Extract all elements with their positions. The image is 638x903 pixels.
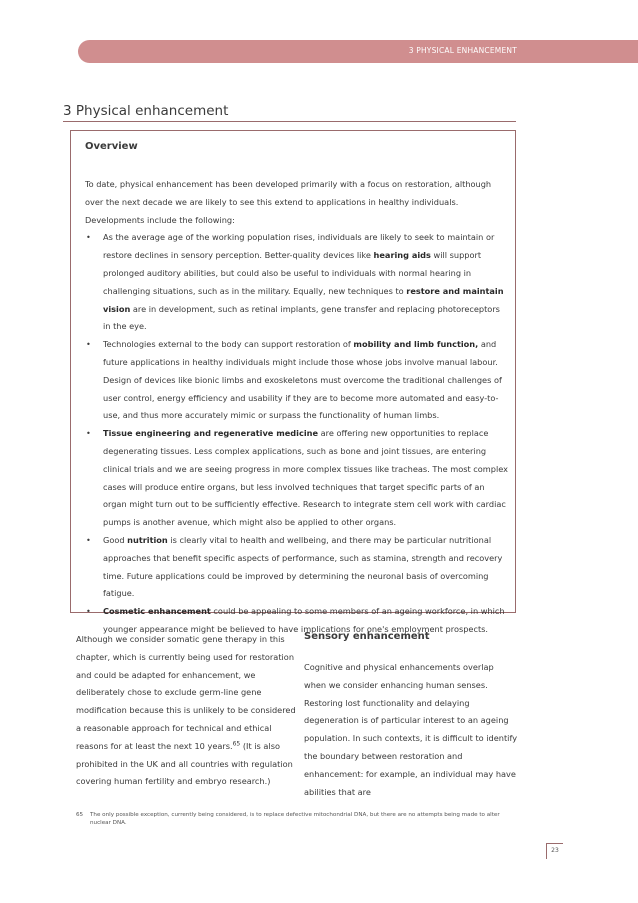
overview-bullet-mobility: • Technologies external to the body can support restoration of mobility and limb function, and future applications in healthy individuals might include those whose jobs involve manual labour. Design of devices like bionic limbs and exoskeletons must overcome the traditional challenges of user control, energy efficiency and usability if they are to become more automated and easy-to-use, and thus more accurately mimic or surpass the functionality of human limbs. bbox=[85, 336, 509, 425]
term-hearing-aids: hearing aids bbox=[373, 250, 431, 261]
section-title-rule bbox=[63, 121, 516, 122]
overview-bullet-tissue-engineering: • Tissue engineering and regenerative medicine are offering new opportunities to replace degenerating tissues. Less complex applications, such as bone and joint tissues, are entering clinical trials and we are seeing progress in more complex tissues like tracheas. The most complex cases will produce entire organs, but less involved techniques that target specific parts of an organ might turn out to be sufficiently effective. Research to integrate stem cell work with cardiac pumps is another avenue, which might also be applied to other organs. bbox=[85, 425, 509, 532]
overview-bullet-hearing-vision: • As the average age of the working population rises, individuals are likely to seek to maintain or restore declines in sensory perception. Better-quality devices like hearing aids will support prolonged auditory abilities, but could also be useful to individuals with normal hearing in challenging situations, such as in the military. Equally, new techniques to restore and maintain vision are in development, such as retinal implants, gene transfer and replacing photoreceptors in the eye. bbox=[85, 229, 509, 336]
term-cosmetic-enhancement: Cosmetic enhancement bbox=[103, 606, 211, 617]
section-title: 3 Physical enhancement bbox=[63, 103, 229, 119]
page-number: 23 bbox=[546, 843, 563, 859]
bullet-marker: • bbox=[86, 232, 91, 243]
footnote bbox=[76, 811, 521, 827]
overview-intro: To date, physical enhancement has been developed primarily with a focus on restoration, although over the next decade we are likely to see this extend to applications in healthy individuals. Developments include the following: bbox=[85, 179, 492, 225]
overview-bullet-cosmetic: • Cosmetic enhancement could be appealing to some members of an ageing workforce, in which younger appearance might be believed to have implications for one's employment prospects. bbox=[85, 603, 509, 639]
left-column-text: Although we consider somatic gene therapy in this chapter, which is currently being used for restoration and could be adapted for enhancement, we deliberately chose to exclude germ-line gene modification because this is unlikely to be considered a reasonable approach for technical and ethical reasons for at least the next 10 years. bbox=[76, 634, 296, 751]
term-tissue-engineering: Tissue engineering and regenerative medicine bbox=[103, 428, 319, 439]
term-restore-vision: restore and maintain vision bbox=[103, 285, 504, 314]
footnote-text: The only possible exception, currently being considered, is to replace defective mitochondrial DNA, but there are no attempts being made to alter nuclear DNA. bbox=[90, 812, 500, 826]
overview-bullet-nutrition: • Good nutrition is clearly vital to health and wellbeing, and there may be particular nutritional approaches that benefit specific aspects of performance, such as stamina, strength and recovery time. Future applications could be improved by determining the neuronal basis of overcoming fatigue. bbox=[85, 532, 509, 603]
body-left-column bbox=[76, 631, 298, 791]
term-nutrition: nutrition bbox=[127, 534, 168, 545]
overview-box bbox=[70, 130, 516, 634]
bullet-marker: • bbox=[86, 534, 91, 545]
bullet-marker: • bbox=[86, 428, 91, 439]
running-header-title: 3 PHYSICAL ENHANCEMENT bbox=[408, 46, 517, 55]
term-mobility: mobility and limb function, bbox=[353, 339, 479, 350]
bullet-marker: • bbox=[86, 606, 91, 617]
footnote-reference[interactable]: 65 bbox=[232, 740, 241, 748]
left-column-text-after: (It is also prohibited in the UK and all countries with regulation covering human fertility and embryo research.) bbox=[76, 740, 293, 787]
body-right-column: Cognitive and physical enhancements overlap when we consider enhancing human senses. Restoring lost functionality and delaying degeneration is of particular interest to an ageing population. In such contexts, it is difficult to identify the boundary between restoration and enhancement: for example, an individual may have abilities that are bbox=[304, 662, 518, 797]
sensory-enhancement-heading: Sensory enhancement bbox=[304, 631, 430, 642]
bullet-marker: • bbox=[86, 339, 91, 350]
running-header-bar bbox=[78, 40, 638, 63]
overview-bullet-list bbox=[85, 229, 509, 638]
overview-body bbox=[85, 176, 509, 639]
overview-heading: Overview bbox=[85, 141, 138, 152]
footnote-number: 65 bbox=[76, 812, 84, 818]
